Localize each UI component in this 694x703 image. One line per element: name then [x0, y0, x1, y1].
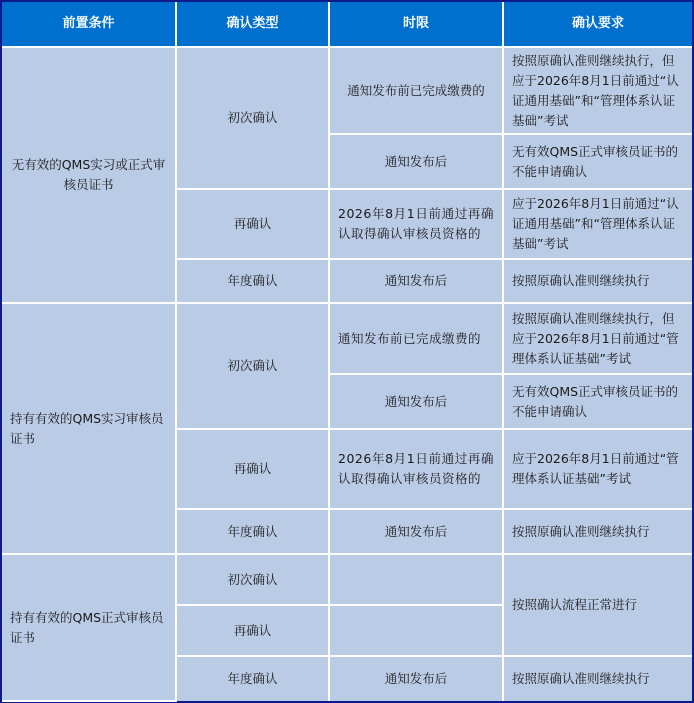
deadline-cell: 通知发布后 [329, 374, 503, 429]
requirement-cell: 按照原确认准则继续执行，但应于2026年8月1日前通过“认证通用基础”和“管理体系认证基础”考试 [503, 47, 692, 134]
confirmation-type-cell: 年度确认 [176, 259, 329, 303]
requirement-cell: 应于2026年8月1日前通过“认证通用基础”和“管理体系认证基础”考试 [503, 189, 692, 259]
table-row [2, 303, 692, 374]
header-row [2, 2, 692, 47]
requirement-cell: 按照原确认准则继续执行，但应于2026年8月1日前通过“管理体系认证基础”考试 [503, 303, 692, 374]
requirement-cell: 按照原确认准则继续执行 [503, 509, 692, 554]
precondition-cell: 持有有效的QMS实习审核员证书 [2, 303, 176, 554]
header-requirement: 确认要求 [503, 2, 692, 47]
confirmation-type-cell: 初次确认 [176, 47, 329, 189]
deadline-cell: 通知发布前已完成缴费的 [329, 303, 503, 374]
table-row [2, 554, 692, 605]
precondition-cell: 持有有效的QMS正式审核员证书 [2, 554, 176, 701]
requirement-cell: 按照确认流程正常进行 [503, 554, 692, 656]
precondition-cell: 无有效的QMS实习或正式审核员证书 [2, 47, 176, 303]
deadline-cell: 2026年8月1日前通过再确认取得确认审核员资格的 [329, 429, 503, 509]
requirement-cell: 应于2026年8月1日前通过“管理体系认证基础”考试 [503, 429, 692, 509]
requirement-cell: 按照原确认准则继续执行 [503, 259, 692, 303]
confirmation-type-cell: 初次确认 [176, 554, 329, 605]
header-precondition: 前置条件 [2, 2, 176, 47]
deadline-cell [329, 554, 503, 605]
confirmation-type-cell: 年度确认 [176, 509, 329, 554]
deadline-cell [329, 605, 503, 656]
deadline-cell: 2026年8月1日前通过再确认取得确认审核员资格的 [329, 189, 503, 259]
deadline-cell: 通知发布后 [329, 656, 503, 701]
header-confirmation-type: 确认类型 [176, 2, 329, 47]
requirement-cell: 按照原确认准则继续执行 [503, 656, 692, 701]
audit-confirmation-table [2, 2, 692, 702]
confirmation-type-cell: 再确认 [176, 605, 329, 656]
confirmation-type-cell: 初次确认 [176, 303, 329, 429]
confirmation-type-cell: 再确认 [176, 189, 329, 259]
deadline-cell: 通知发布后 [329, 134, 503, 189]
deadline-cell: 通知发布后 [329, 259, 503, 303]
deadline-cell: 通知发布前已完成缴费的 [329, 47, 503, 134]
requirement-cell: 无有效QMS正式审核员证书的不能申请确认 [503, 374, 692, 429]
confirmation-type-cell: 再确认 [176, 429, 329, 509]
confirmation-type-cell: 年度确认 [176, 656, 329, 701]
table-row [2, 47, 692, 134]
header-deadline: 时限 [329, 2, 503, 47]
deadline-cell: 通知发布后 [329, 509, 503, 554]
requirement-cell: 无有效QMS正式审核员证书的不能申请确认 [503, 134, 692, 189]
